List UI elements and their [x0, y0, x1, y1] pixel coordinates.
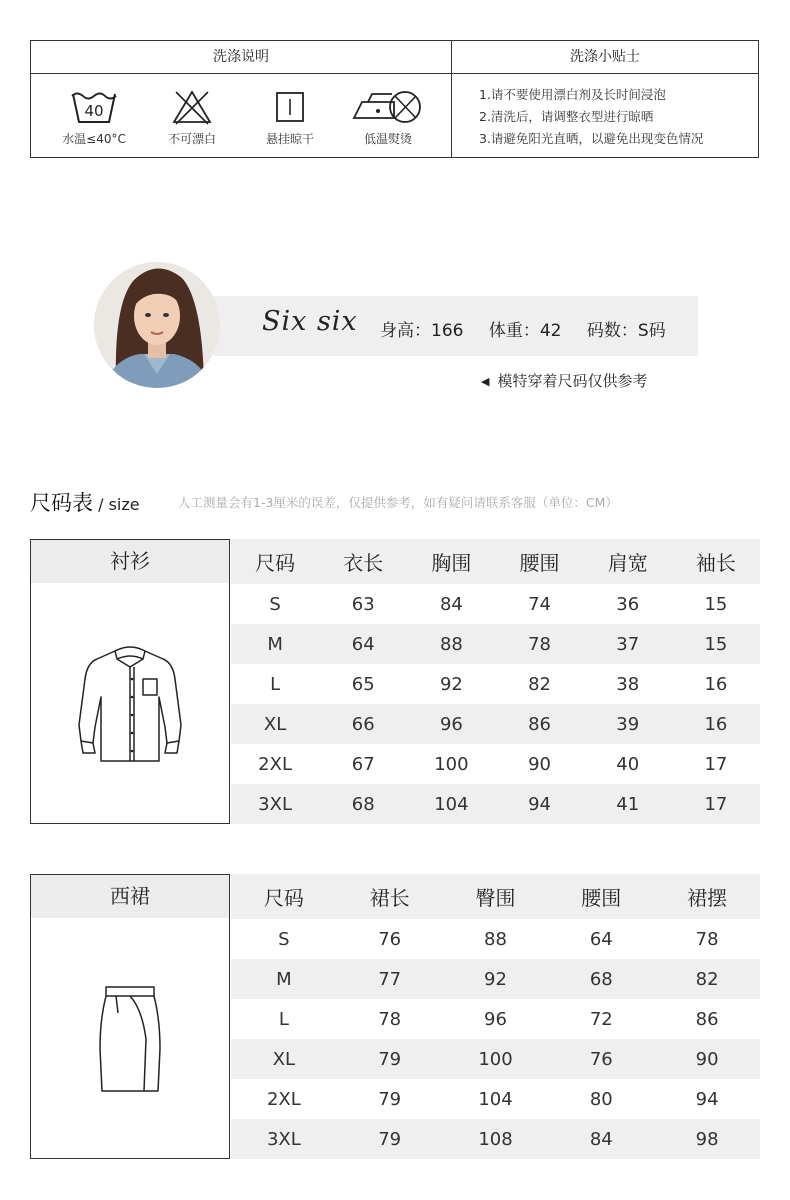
model-measurements: [380, 316, 686, 341]
table-cell: 94: [495, 784, 583, 824]
table-header-row: [231, 539, 760, 584]
table-cell: 82: [528, 673, 551, 695]
table-cell: 77: [337, 959, 443, 999]
table-row: [231, 584, 760, 624]
model-weight: 体重：42: [488, 321, 562, 341]
model-size: 码数：S码: [586, 321, 666, 341]
table-row: [231, 744, 760, 784]
table-header-row: [231, 874, 760, 919]
table-row: [231, 1039, 760, 1079]
table-cell: 104: [478, 1088, 513, 1110]
shirt-name: 衬衫: [31, 540, 229, 583]
no-bleach-label: 不可漂白: [167, 132, 216, 146]
washing-tip: 1.请不要使用漂白剂及长时间浸泡: [479, 87, 666, 102]
table-cell: 2XL: [266, 1088, 301, 1110]
column-header: 尺码: [231, 874, 337, 919]
table-cell: 79: [378, 1088, 402, 1110]
column-header: 腰围: [548, 874, 654, 919]
table-cell: 16: [704, 673, 728, 695]
table-cell: 64: [319, 624, 407, 664]
table-cell: M: [231, 959, 337, 999]
table-cell: 96: [484, 1008, 507, 1030]
table-cell: 66: [319, 704, 407, 744]
table-cell: 68: [548, 959, 654, 999]
hang-dry-icon: [270, 88, 310, 126]
column-header: 袖长: [672, 539, 760, 584]
model-avatar: [94, 262, 220, 388]
table-cell: 84: [439, 593, 463, 615]
table-cell: 82: [654, 959, 760, 999]
table-cell: 41: [584, 784, 672, 824]
low-iron-item: [343, 88, 433, 147]
washing-tip: 2.清洗后，请调整衣型进行晾晒: [479, 109, 654, 124]
table-cell: 2XL: [258, 753, 292, 775]
size-chart-title-en: / size: [93, 495, 140, 514]
model-height: 身高：166: [380, 321, 464, 341]
washing-tips-title: 洗涤小贴士: [452, 41, 758, 74]
table-cell: 90: [654, 1039, 760, 1079]
table-cell: 94: [695, 1088, 719, 1110]
table-cell: L: [270, 673, 281, 695]
skirt-icon: [90, 979, 170, 1099]
shirt-size-table: [231, 539, 760, 824]
hang-dry-item: [245, 88, 335, 147]
wash-temp-number: 40: [84, 102, 104, 120]
table-cell: 15: [704, 593, 728, 615]
washing-instructions-title: 洗涤说明: [31, 41, 451, 74]
table-cell: 98: [654, 1119, 760, 1159]
table-row: [231, 624, 760, 664]
triangle-left-icon: ◀: [481, 375, 490, 388]
table-cell: 100: [434, 753, 469, 775]
column-header: 尺码: [231, 539, 319, 584]
table-cell: M: [231, 624, 319, 664]
table-row: [231, 784, 760, 824]
table-cell: L: [278, 1008, 289, 1030]
column-header: 衣长: [319, 539, 407, 584]
table-cell: 104: [407, 784, 495, 824]
table-cell: 15: [672, 624, 760, 664]
table-row: [231, 1119, 760, 1159]
table-cell: 80: [589, 1088, 613, 1110]
table-cell: 17: [672, 784, 760, 824]
table-cell: 63: [351, 593, 375, 615]
table-cell: XL: [231, 704, 319, 744]
table-cell: 78: [495, 624, 583, 664]
low-iron-label: 低温熨烫: [363, 132, 412, 146]
wash-40-label: 水温≤40°C: [62, 132, 126, 146]
washing-instructions: [31, 41, 452, 157]
table-cell: 76: [378, 928, 402, 950]
table-cell: 3XL: [231, 784, 319, 824]
table-cell: 88: [407, 624, 495, 664]
table-row: [231, 959, 760, 999]
table-cell: S: [278, 928, 290, 950]
table-cell: 38: [616, 673, 640, 695]
skirt-size-table: [231, 874, 760, 1159]
table-row: [231, 1079, 760, 1119]
table-cell: 108: [443, 1119, 549, 1159]
table-cell: 92: [439, 673, 463, 695]
size-chart-title-cn: 尺码表: [30, 491, 93, 515]
table-cell: 92: [443, 959, 549, 999]
table-cell: 67: [351, 753, 375, 775]
table-cell: 100: [443, 1039, 549, 1079]
model-size-note: [481, 370, 647, 391]
table-cell: 68: [319, 784, 407, 824]
shirt-icon: [75, 639, 185, 769]
table-cell: 72: [589, 1008, 613, 1030]
table-row: [231, 999, 760, 1039]
washing-tips: [452, 41, 758, 157]
column-header: 臀围: [443, 874, 549, 919]
table-cell: XL: [231, 1039, 337, 1079]
table-cell: 90: [528, 753, 551, 775]
table-cell: 65: [351, 673, 375, 695]
shirt-garment-panel: [30, 539, 230, 824]
table-cell: 76: [548, 1039, 654, 1079]
column-header: 胸围: [407, 539, 495, 584]
table-cell: 79: [337, 1039, 443, 1079]
care-instructions-box: [30, 40, 759, 158]
table-cell: 64: [589, 928, 613, 950]
table-cell: 86: [495, 704, 583, 744]
skirt-garment-panel: [30, 874, 230, 1159]
washing-tip: 3.请避免阳光直晒，以避免出现变色情况: [479, 131, 704, 146]
table-cell: 16: [672, 704, 760, 744]
table-row: [231, 704, 760, 744]
wash-40-icon: [69, 88, 119, 126]
table-cell: 40: [616, 753, 640, 775]
table-cell: 79: [337, 1119, 443, 1159]
table-cell: 86: [695, 1008, 719, 1030]
wash-40-item: [49, 88, 139, 147]
low-iron-icon: [350, 88, 426, 126]
skirt-name: 西裙: [31, 875, 229, 918]
model-signature: Six six: [262, 306, 358, 337]
column-header: 裙长: [337, 874, 443, 919]
table-row: [231, 919, 760, 959]
size-chart-title: [30, 487, 140, 517]
column-header: 裙摆: [654, 874, 760, 919]
table-cell: 88: [484, 928, 507, 950]
table-cell: S: [269, 593, 281, 615]
table-row: [231, 664, 760, 704]
column-header: 肩宽: [584, 539, 672, 584]
table-cell: 74: [528, 593, 551, 615]
table-cell: 96: [407, 704, 495, 744]
size-chart-note: 人工测量会有1-3厘米的误差，仅提供参考，如有疑问请联系客服（单位：CM）: [178, 495, 618, 510]
table-cell: 78: [695, 928, 719, 950]
model-note-text: 模特穿着尺码仅供参考: [497, 372, 648, 390]
no-bleach-item: [147, 88, 237, 147]
table-cell: 37: [584, 624, 672, 664]
no-bleach-icon: [170, 88, 214, 126]
table-cell: 84: [548, 1119, 654, 1159]
column-header: 腰围: [495, 539, 583, 584]
table-cell: 36: [616, 593, 640, 615]
table-cell: 17: [704, 753, 728, 775]
table-cell: 3XL: [231, 1119, 337, 1159]
table-cell: 39: [584, 704, 672, 744]
table-cell: 78: [378, 1008, 402, 1030]
hang-dry-label: 悬挂晾干: [265, 132, 314, 146]
